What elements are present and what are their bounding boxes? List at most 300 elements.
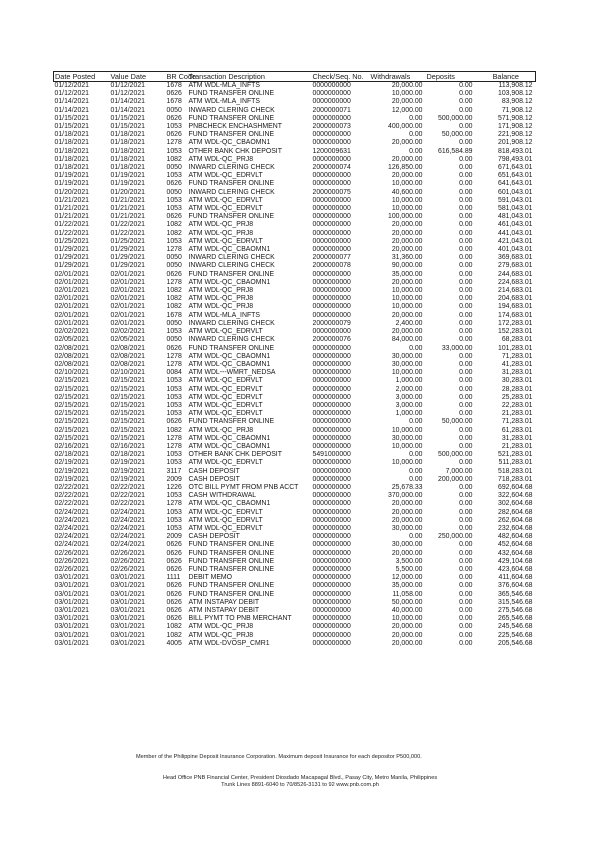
cell-balance: 818,493.01	[498, 147, 533, 155]
cell-description: ATM WDL-QC_EDRVLT	[188, 401, 263, 409]
cell-withdrawal: 10,000.00	[391, 459, 423, 467]
cell-value-date: 02/16/2021	[110, 442, 145, 450]
cell-check-seq: 0000000000	[312, 287, 351, 295]
cell-deposit: 0.00	[459, 336, 473, 344]
cell-value-date: 02/24/2021	[110, 524, 145, 532]
cell-description: FUND TRANSFER ONLINE	[188, 418, 275, 426]
cell-date-posted: 02/01/2021	[54, 278, 89, 286]
table-row	[54, 238, 536, 246]
cell-date-posted: 02/15/2021	[54, 410, 89, 418]
table-row	[54, 599, 536, 607]
cell-date-posted: 02/08/2021	[54, 360, 89, 368]
cell-br-code: 0626	[166, 565, 182, 573]
cell-description: INWARD CLERING CHECK	[188, 319, 275, 327]
cell-value-date: 02/15/2021	[110, 426, 145, 434]
cell-deposit: 0.00	[459, 328, 473, 336]
cell-withdrawal: 30,000.00	[391, 352, 423, 360]
cell-deposit: 0.00	[459, 557, 473, 565]
cell-value-date: 02/15/2021	[110, 393, 145, 401]
cell-withdrawal: 20,000.00	[391, 139, 423, 147]
cell-br-code: 0626	[166, 582, 182, 590]
cell-value-date: 03/01/2021	[110, 574, 145, 582]
cell-value-date: 02/01/2021	[110, 278, 145, 286]
cell-balance: 591,043.01	[498, 196, 533, 204]
cell-check-seq: 0000000000	[312, 229, 351, 237]
cell-value-date: 02/01/2021	[110, 287, 145, 295]
cell-value-date: 02/24/2021	[110, 516, 145, 524]
cell-withdrawal: 1,000.00	[395, 377, 423, 385]
cell-withdrawal: 30,000.00	[391, 434, 423, 442]
cell-balance: 376,604.68	[498, 582, 533, 590]
cell-description: ATM WDL-QC_EDRVLT	[188, 459, 263, 467]
cell-balance: 101,283.01	[498, 344, 533, 352]
cell-check-seq: 0000000000	[312, 295, 351, 303]
cell-br-code: 1082	[166, 287, 182, 295]
cell-deposit: 0.00	[459, 237, 473, 245]
cell-withdrawal: 20,000.00	[391, 328, 423, 336]
table-row	[54, 90, 536, 98]
cell-date-posted: 02/24/2021	[54, 533, 89, 541]
cell-withdrawal: 10,000.00	[391, 426, 423, 434]
cell-br-code: 0050	[166, 262, 182, 270]
cell-br-code: 1053	[166, 377, 182, 385]
cell-date-posted: 02/10/2021	[54, 369, 89, 377]
table-row	[54, 164, 536, 172]
cell-deposit: 0.00	[459, 598, 473, 606]
cell-description: INWARD CLERING CHECK	[188, 188, 275, 196]
cell-description: PNBCHECK ENCHASHMENT	[188, 123, 282, 131]
cell-br-code: 0626	[166, 90, 182, 98]
cell-check-seq: 0000000000	[312, 508, 351, 516]
table-row	[54, 131, 536, 139]
cell-value-date: 02/22/2021	[110, 483, 145, 491]
cell-withdrawal: 10,000.00	[391, 205, 423, 213]
cell-br-code: 0084	[166, 369, 182, 377]
cell-withdrawal: 10,000.00	[391, 196, 423, 204]
cell-value-date: 02/24/2021	[110, 508, 145, 516]
cell-check-seq: 0000000000	[312, 352, 351, 360]
cell-withdrawal: 31,360.00	[391, 254, 423, 262]
cell-check-seq: 0000000000	[312, 155, 351, 163]
cell-date-posted: 02/24/2021	[54, 541, 89, 549]
cell-balance: 421,043.01	[498, 237, 533, 245]
cell-check-seq: 0000000000	[312, 524, 351, 532]
cell-withdrawal: 84,000.00	[391, 336, 423, 344]
table-row	[54, 574, 536, 582]
table-row	[54, 172, 536, 180]
cell-balance: 172,283.01	[498, 319, 533, 327]
cell-date-posted: 01/29/2021	[54, 246, 89, 254]
cell-br-code: 1082	[166, 229, 182, 237]
header-date-posted: Date Posted	[54, 72, 110, 82]
cell-value-date: 03/01/2021	[110, 615, 145, 623]
cell-date-posted: 01/20/2021	[54, 188, 89, 196]
cell-balance: 22,283.01	[501, 401, 533, 409]
cell-br-code: 2009	[166, 475, 182, 483]
cell-balance: 279,683.01	[498, 262, 533, 270]
cell-br-code: 0626	[166, 344, 182, 352]
cell-description: ATM WDL-QC_EDRVLT	[188, 393, 263, 401]
header-description: Transaction Description	[188, 72, 312, 82]
cell-value-date: 02/22/2021	[110, 500, 145, 508]
cell-deposit: 0.00	[459, 287, 473, 295]
cell-value-date: 01/29/2021	[110, 246, 145, 254]
cell-withdrawal: 25,678.33	[391, 483, 423, 491]
cell-deposit: 50,000.00	[441, 418, 473, 426]
cell-description: ATM WDL-QC_EDRVLT	[188, 377, 263, 385]
cell-balance: 28,283.01	[501, 385, 533, 393]
cell-check-seq: 0000000000	[312, 492, 351, 500]
cell-br-code: 0626	[166, 213, 182, 221]
cell-value-date: 02/15/2021	[110, 401, 145, 409]
cell-value-date: 01/21/2021	[110, 213, 145, 221]
cell-deposit: 0.00	[459, 369, 473, 377]
cell-value-date: 02/08/2021	[110, 360, 145, 368]
cell-date-posted: 02/19/2021	[54, 459, 89, 467]
header-balance: Balance	[476, 72, 536, 82]
cell-description: FUND TRANSFER ONLINE	[188, 131, 275, 139]
cell-description: ATM WDL-QC_PRJ8	[188, 287, 254, 295]
table-row	[54, 328, 536, 336]
cell-deposit: 0.00	[459, 155, 473, 163]
cell-br-code: 1053	[166, 451, 182, 459]
cell-date-posted: 01/14/2021	[54, 106, 89, 114]
cell-value-date: 03/01/2021	[110, 631, 145, 639]
cell-deposit: 0.00	[459, 590, 473, 598]
cell-date-posted: 02/15/2021	[54, 418, 89, 426]
cell-deposit: 0.00	[459, 352, 473, 360]
cell-deposit: 0.00	[459, 426, 473, 434]
cell-value-date: 02/08/2021	[110, 344, 145, 352]
cell-balance: 171,908.12	[498, 123, 533, 131]
cell-balance: 671,643.01	[498, 164, 533, 172]
cell-date-posted: 02/08/2021	[54, 352, 89, 360]
cell-value-date: 01/18/2021	[110, 164, 145, 172]
cell-description: ATM WDL-QC_EDRVLT	[188, 524, 263, 532]
cell-value-date: 02/26/2021	[110, 557, 145, 565]
cell-value-date: 01/29/2021	[110, 262, 145, 270]
cell-value-date: 03/01/2021	[110, 598, 145, 606]
cell-date-posted: 02/26/2021	[54, 557, 89, 565]
cell-withdrawal: 20,000.00	[391, 311, 423, 319]
header-br-code: BR Code	[166, 72, 197, 81]
cell-check-seq: 5491000000	[312, 451, 351, 459]
cell-check-seq: 0000000000	[312, 442, 351, 450]
table-row	[54, 180, 536, 188]
cell-value-date: 01/22/2021	[110, 221, 145, 229]
table-row	[54, 410, 536, 418]
table-row	[54, 361, 536, 369]
cell-balance: 275,546.68	[498, 607, 533, 614]
cell-deposit: 0.00	[459, 303, 473, 311]
cell-deposit: 0.00	[459, 196, 473, 204]
cell-date-posted: 02/01/2021	[54, 270, 89, 278]
cell-date-posted: 02/22/2021	[54, 492, 89, 500]
cell-value-date: 02/24/2021	[110, 541, 145, 549]
cell-balance: 224,683.01	[498, 278, 533, 286]
cell-check-seq: 0000000000	[312, 237, 351, 245]
table-row	[54, 230, 536, 238]
cell-withdrawal: 10,000.00	[391, 615, 423, 623]
cell-value-date: 02/01/2021	[110, 319, 145, 327]
cell-deposit: 0.00	[459, 311, 473, 319]
cell-balance: 461,043.01	[498, 221, 533, 229]
cell-withdrawal: 0.00	[409, 475, 423, 483]
table-row	[54, 607, 536, 615]
cell-date-posted: 02/24/2021	[54, 508, 89, 516]
cell-withdrawal: 50,000.00	[391, 598, 423, 606]
cell-balance: 798,493.01	[498, 155, 533, 163]
cell-check-seq: 0000000000	[312, 360, 351, 368]
cell-check-seq: 0000000000	[312, 98, 351, 106]
cell-withdrawal: 0.00	[409, 131, 423, 139]
cell-withdrawal: 3,500.00	[395, 557, 423, 565]
cell-balance: 25,283.01	[501, 393, 533, 401]
cell-check-seq: 0000000000	[312, 311, 351, 319]
cell-br-code: 1678	[166, 98, 182, 106]
table-row	[54, 566, 536, 574]
cell-deposit: 500,000.00	[438, 451, 473, 459]
cell-balance: 41,283.01	[501, 360, 533, 368]
cell-value-date: 01/14/2021	[110, 106, 145, 114]
cell-date-posted: 01/21/2021	[54, 196, 89, 204]
cell-deposit: 0.00	[459, 631, 473, 639]
cell-deposit: 0.00	[459, 98, 473, 106]
cell-date-posted: 02/19/2021	[54, 467, 89, 475]
cell-withdrawal: 0.00	[409, 147, 423, 155]
cell-check-seq: 0000000000	[312, 410, 351, 418]
cell-balance: 21,283.01	[501, 442, 533, 450]
cell-deposit: 0.00	[459, 615, 473, 623]
cell-withdrawal: 0.00	[409, 418, 423, 426]
cell-date-posted: 02/08/2021	[54, 344, 89, 352]
table-row	[54, 500, 536, 508]
table-row	[54, 139, 536, 147]
cell-deposit: 0.00	[459, 492, 473, 500]
cell-balance: 692,604.68	[498, 483, 533, 491]
cell-date-posted: 01/21/2021	[54, 213, 89, 221]
cell-description: DEBIT MEMO	[188, 574, 233, 582]
cell-balance: 214,683.01	[498, 287, 533, 295]
cell-br-code: 0050	[166, 188, 182, 196]
cell-br-code: 1053	[166, 196, 182, 204]
cell-br-code: 0626	[166, 131, 182, 139]
cell-check-seq: 1200009631	[312, 147, 351, 155]
cell-br-code: 0626	[166, 180, 182, 188]
cell-br-code: 1082	[166, 295, 182, 303]
cell-balance: 204,683.01	[498, 295, 533, 303]
cell-withdrawal: 20,000.00	[391, 500, 423, 508]
cell-deposit: 0.00	[459, 90, 473, 98]
cell-br-code: 0626	[166, 541, 182, 549]
cell-withdrawal: 40,600.00	[391, 188, 423, 196]
cell-description: FUND TRANSFER ONLINE	[188, 541, 275, 549]
cell-balance: 232,604.68	[498, 524, 533, 532]
trunk-lines: Trunk Lines 8891-6040 to 70/8526-3131 to 92 www.pnb.com.ph	[221, 782, 379, 788]
cell-check-seq: 0000000000	[312, 615, 351, 623]
cell-date-posted: 01/29/2021	[54, 262, 89, 270]
cell-br-code: 0626	[166, 590, 182, 598]
cell-date-posted: 02/01/2021	[54, 311, 89, 319]
cell-check-seq: 0000000000	[312, 434, 351, 442]
table-row	[54, 640, 536, 648]
cell-check-seq: 0000000000	[312, 565, 351, 573]
table-row	[54, 295, 536, 303]
cell-check-seq: 0000000000	[312, 426, 351, 434]
cell-check-seq: 2000000074	[312, 164, 351, 172]
cell-br-code: 1278	[166, 139, 182, 147]
cell-value-date: 03/01/2021	[110, 623, 145, 631]
cell-withdrawal: 100,000.00	[388, 213, 423, 221]
cell-description: FUND TRANSFER ONLINE	[188, 549, 275, 557]
cell-value-date: 02/19/2021	[110, 459, 145, 467]
cell-br-code: 1053	[166, 508, 182, 516]
cell-value-date: 01/20/2021	[110, 188, 145, 196]
table-row	[54, 394, 536, 402]
cell-value-date: 01/29/2021	[110, 254, 145, 262]
table-row	[54, 451, 536, 459]
head-office-address: Head Office PNB Financial Center, President Diosdado Macapagal Blvd., Pasay City, Metro Manila, Philippines	[162, 775, 438, 781]
cell-description: ATM WDL-QC_CBAOMN1	[188, 442, 271, 450]
cell-balance: 452,604.68	[498, 541, 533, 549]
cell-date-posted: 01/19/2021	[54, 180, 89, 188]
cell-date-posted: 01/18/2021	[54, 155, 89, 163]
cell-description: ATM WDL-QC_PRJ8	[188, 303, 254, 311]
cell-value-date: 03/01/2021	[110, 607, 145, 614]
table-row	[54, 312, 536, 320]
cell-br-code: 1053	[166, 524, 182, 532]
cell-deposit: 0.00	[459, 164, 473, 172]
cell-value-date: 02/15/2021	[110, 418, 145, 426]
cell-br-code: 1278	[166, 246, 182, 254]
table-row	[54, 123, 536, 131]
cell-value-date: 02/22/2021	[110, 492, 145, 500]
table-row	[54, 476, 536, 484]
cell-date-posted: 02/05/2021	[54, 336, 89, 344]
cell-br-code: 0626	[166, 549, 182, 557]
cell-deposit: 0.00	[459, 123, 473, 131]
cell-withdrawal: 0.00	[409, 467, 423, 475]
header-withdrawals: Withdrawals	[370, 72, 426, 82]
cell-description: CASH DEPOSIT	[188, 475, 240, 483]
cell-description: ATM WDL-QC_EDRVLT	[188, 328, 263, 336]
cell-br-code: 1278	[166, 442, 182, 450]
cell-description: FUND TRANSFER ONLINE	[188, 565, 275, 573]
cell-description: CASH DEPOSIT	[188, 467, 240, 475]
cell-check-seq: 0000000000	[312, 541, 351, 549]
cell-deposit: 0.00	[459, 483, 473, 491]
cell-description: ATM WDL-QC_EDRVLT	[188, 172, 263, 180]
table-row	[54, 148, 536, 156]
cell-balance: 194,683.01	[498, 303, 533, 311]
cell-check-seq: 0000000000	[312, 385, 351, 393]
cell-balance: 103,908.12	[498, 90, 533, 98]
cell-br-code: 1082	[166, 623, 182, 631]
cell-withdrawal: 20,000.00	[391, 221, 423, 229]
cell-balance: 481,043.01	[498, 213, 533, 221]
cell-withdrawal: 30,000.00	[391, 524, 423, 532]
cell-check-seq: 2000000077	[312, 254, 351, 262]
cell-date-posted: 01/12/2021	[54, 82, 89, 89]
cell-value-date: 02/15/2021	[110, 434, 145, 442]
cell-balance: 225,546.68	[498, 631, 533, 639]
cell-br-code: 1053	[166, 459, 182, 467]
cell-check-seq: 0000000000	[312, 475, 351, 483]
cell-balance: 71,908.12	[501, 106, 533, 114]
cell-br-code: 1678	[166, 82, 182, 89]
cell-date-posted: 02/01/2021	[54, 303, 89, 311]
cell-deposit: 0.00	[459, 221, 473, 229]
cell-br-code: 0626	[166, 557, 182, 565]
cell-deposit: 33,000.00	[441, 344, 473, 352]
cell-description: FUND TRANSFER ONLINE	[188, 114, 275, 122]
cell-value-date: 02/18/2021	[110, 451, 145, 459]
cell-withdrawal: 35,000.00	[391, 582, 423, 590]
cell-br-code: 4005	[166, 639, 182, 647]
table-row	[54, 369, 536, 377]
cell-description: ATM WDL-QC_CBAOMN1	[188, 278, 271, 286]
cell-br-code: 1278	[166, 278, 182, 286]
cell-check-seq: 0000000000	[312, 533, 351, 541]
table-row	[54, 525, 536, 533]
cell-deposit: 250,000.00	[438, 533, 473, 541]
cell-br-code: 0050	[166, 164, 182, 172]
cell-withdrawal: 5,500.00	[395, 565, 423, 573]
cell-description: ATM WDL-QC_CBAOMN1	[188, 434, 271, 442]
cell-br-code: 1053	[166, 410, 182, 418]
cell-date-posted: 03/01/2021	[54, 639, 89, 647]
cell-deposit: 0.00	[459, 229, 473, 237]
cell-description: ATM WDL-QC_CBAOMN1	[188, 352, 271, 360]
cell-deposit: 0.00	[459, 508, 473, 516]
cell-value-date: 01/21/2021	[110, 205, 145, 213]
cell-check-seq: 0000000000	[312, 180, 351, 188]
cell-balance: 581,043.01	[498, 205, 533, 213]
cell-balance: 511,283.01	[498, 459, 533, 467]
cell-balance: 322,604.68	[498, 492, 533, 500]
cell-br-code: 1053	[166, 123, 182, 131]
cell-balance: 201,908.12	[498, 139, 533, 147]
table-row	[54, 468, 536, 476]
cell-br-code: 1053	[166, 237, 182, 245]
cell-check-seq: 0000000000	[312, 590, 351, 598]
cell-deposit: 0.00	[459, 639, 473, 647]
table-row	[54, 254, 536, 262]
cell-br-code: 1053	[166, 147, 182, 155]
cell-balance: 411,604.68	[498, 574, 533, 582]
cell-withdrawal: 20,000.00	[391, 508, 423, 516]
table-row	[54, 221, 536, 229]
cell-withdrawal: 20,000.00	[391, 516, 423, 524]
cell-withdrawal: 0.00	[409, 533, 423, 541]
cell-check-seq: 0000000000	[312, 344, 351, 352]
cell-balance: 71,283.01	[501, 352, 533, 360]
cell-deposit: 0.00	[459, 442, 473, 450]
cell-description: INWARD CLERING CHECK	[188, 106, 275, 114]
cell-date-posted: 02/26/2021	[54, 565, 89, 573]
cell-balance: 571,908.12	[498, 114, 533, 122]
cell-description: ATM WDL-QC_PRJ8	[188, 229, 254, 237]
table-row	[54, 279, 536, 287]
cell-value-date: 01/19/2021	[110, 180, 145, 188]
cell-br-code: 1082	[166, 631, 182, 639]
cell-withdrawal: 400,000.00	[388, 123, 423, 131]
cell-value-date: 01/18/2021	[110, 131, 145, 139]
cell-date-posted: 02/15/2021	[54, 434, 89, 442]
cell-description: CASH DEPOSIT	[188, 533, 240, 541]
cell-balance: 31,283.01	[501, 369, 533, 377]
cell-withdrawal: 90,000.00	[391, 262, 423, 270]
